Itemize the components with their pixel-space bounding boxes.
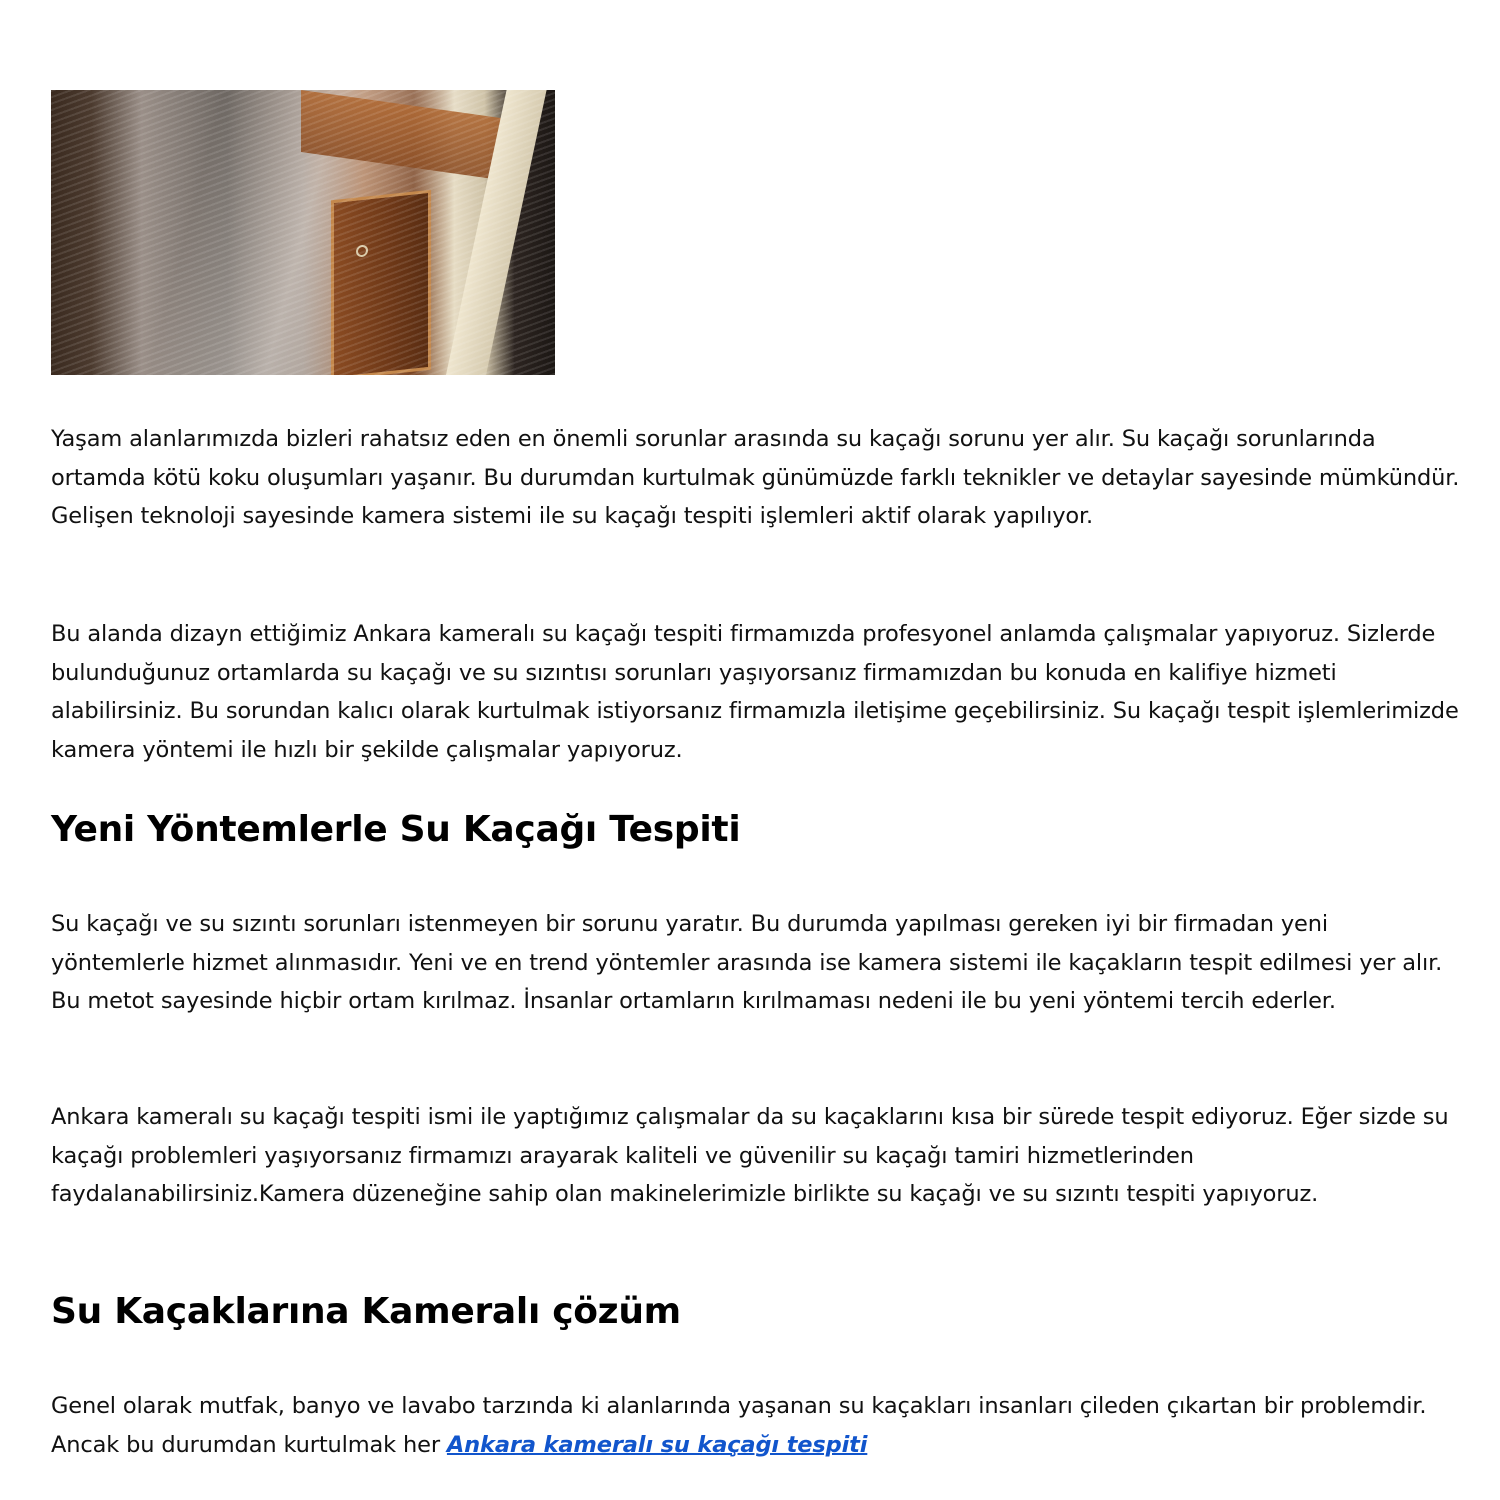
paragraph-text: Genel olarak mutfak, banyo ve lavabo tarzında ki alanlarında yaşanan su kaçakları insanları çileden çıkartan bir problemdir. Ancak bu durumdan kurtulmak her bbox=[51, 1393, 1427, 1458]
paragraph-new-methods: Su kaçağı ve su sızıntı sorunları istenmeyen bir sorunu yaratır. Bu durumda yapılması gereken iyi bir firmadan yeni yöntemlerle hizmet alınmasıdır. Yeni ve en trend yöntemler arasında ise kamera sistemi ile kaçakların tespit edilmesi yer alır. Bu metot sayesinde hiçbir ortam kırılmaz. İnsanlar ortamların kırılmaması nedeni ile bu yeni yöntemi tercih ederler. bbox=[51, 911, 1443, 1014]
document-page bbox=[51, 90, 1461, 1458]
water-spray-overlay bbox=[51, 90, 555, 375]
section-heading-new-methods: Yeni Yöntemlerle Su Kaçağı Tespiti bbox=[51, 809, 741, 850]
section-heading-camera-solution: Su Kaçaklarına Kameralı çözüm bbox=[51, 1291, 681, 1332]
ankara-camera-leak-detection-link[interactable]: Ankara kameralı su kaçağı tespiti bbox=[446, 1431, 868, 1458]
paragraph-camera-solution bbox=[51, 1387, 1461, 1464]
article-hero-image bbox=[51, 90, 555, 375]
paragraph-services: Ankara kameralı su kaçağı tespiti ismi ile yaptığımız çalışmalar da su kaçaklarını kısa bir sürede tespit ediyoruz. Eğer sizde su kaçağı problemleri yaşıyorsanız firmamızı arayarak kaliteli ve güvenilir su kaçağı tamiri hizmetlerinden faydalanabilirsiniz.Kamera düzeneğine sahip olan makinelerimizle birlikte su kaçağı ve su sızıntı tespiti yapıyoruz. bbox=[51, 1104, 1449, 1207]
paragraph-company: Bu alanda dizayn ettiğimiz Ankara kameralı su kaçağı tespiti firmamızda profesyonel anlamda çalışmalar yapıyoruz. Sizlerde bulunduğunuz ortamlarda su kaçağı ve su sızıntısı sorunları yaşıyorsanız firmamızdan bu konuda en kalifiye hizmeti alabilirsiniz. Bu sorundan kalıcı olarak kurtulmak istiyorsanız firmamızla iletişime geçebilirsiniz. Su kaçağı tespit işlemlerimizde kamera yöntemi ile hızlı bir şekilde çalışmalar yapıyoruz. bbox=[51, 621, 1459, 763]
paragraph-intro: Yaşam alanlarımızda bizleri rahatsız eden en önemli sorunlar arasında su kaçağı sorunu yer alır. Su kaçağı sorunlarında ortamda kötü koku oluşumları yaşanır. Bu durumdan kurtulmak günümüzde farklı teknikler ve detaylar sayesinde mümkündür. Gelişen teknoloji sayesinde kamera sistemi ile su kaçağı tespiti işlemleri aktif olarak yapılıyor. bbox=[51, 426, 1460, 529]
